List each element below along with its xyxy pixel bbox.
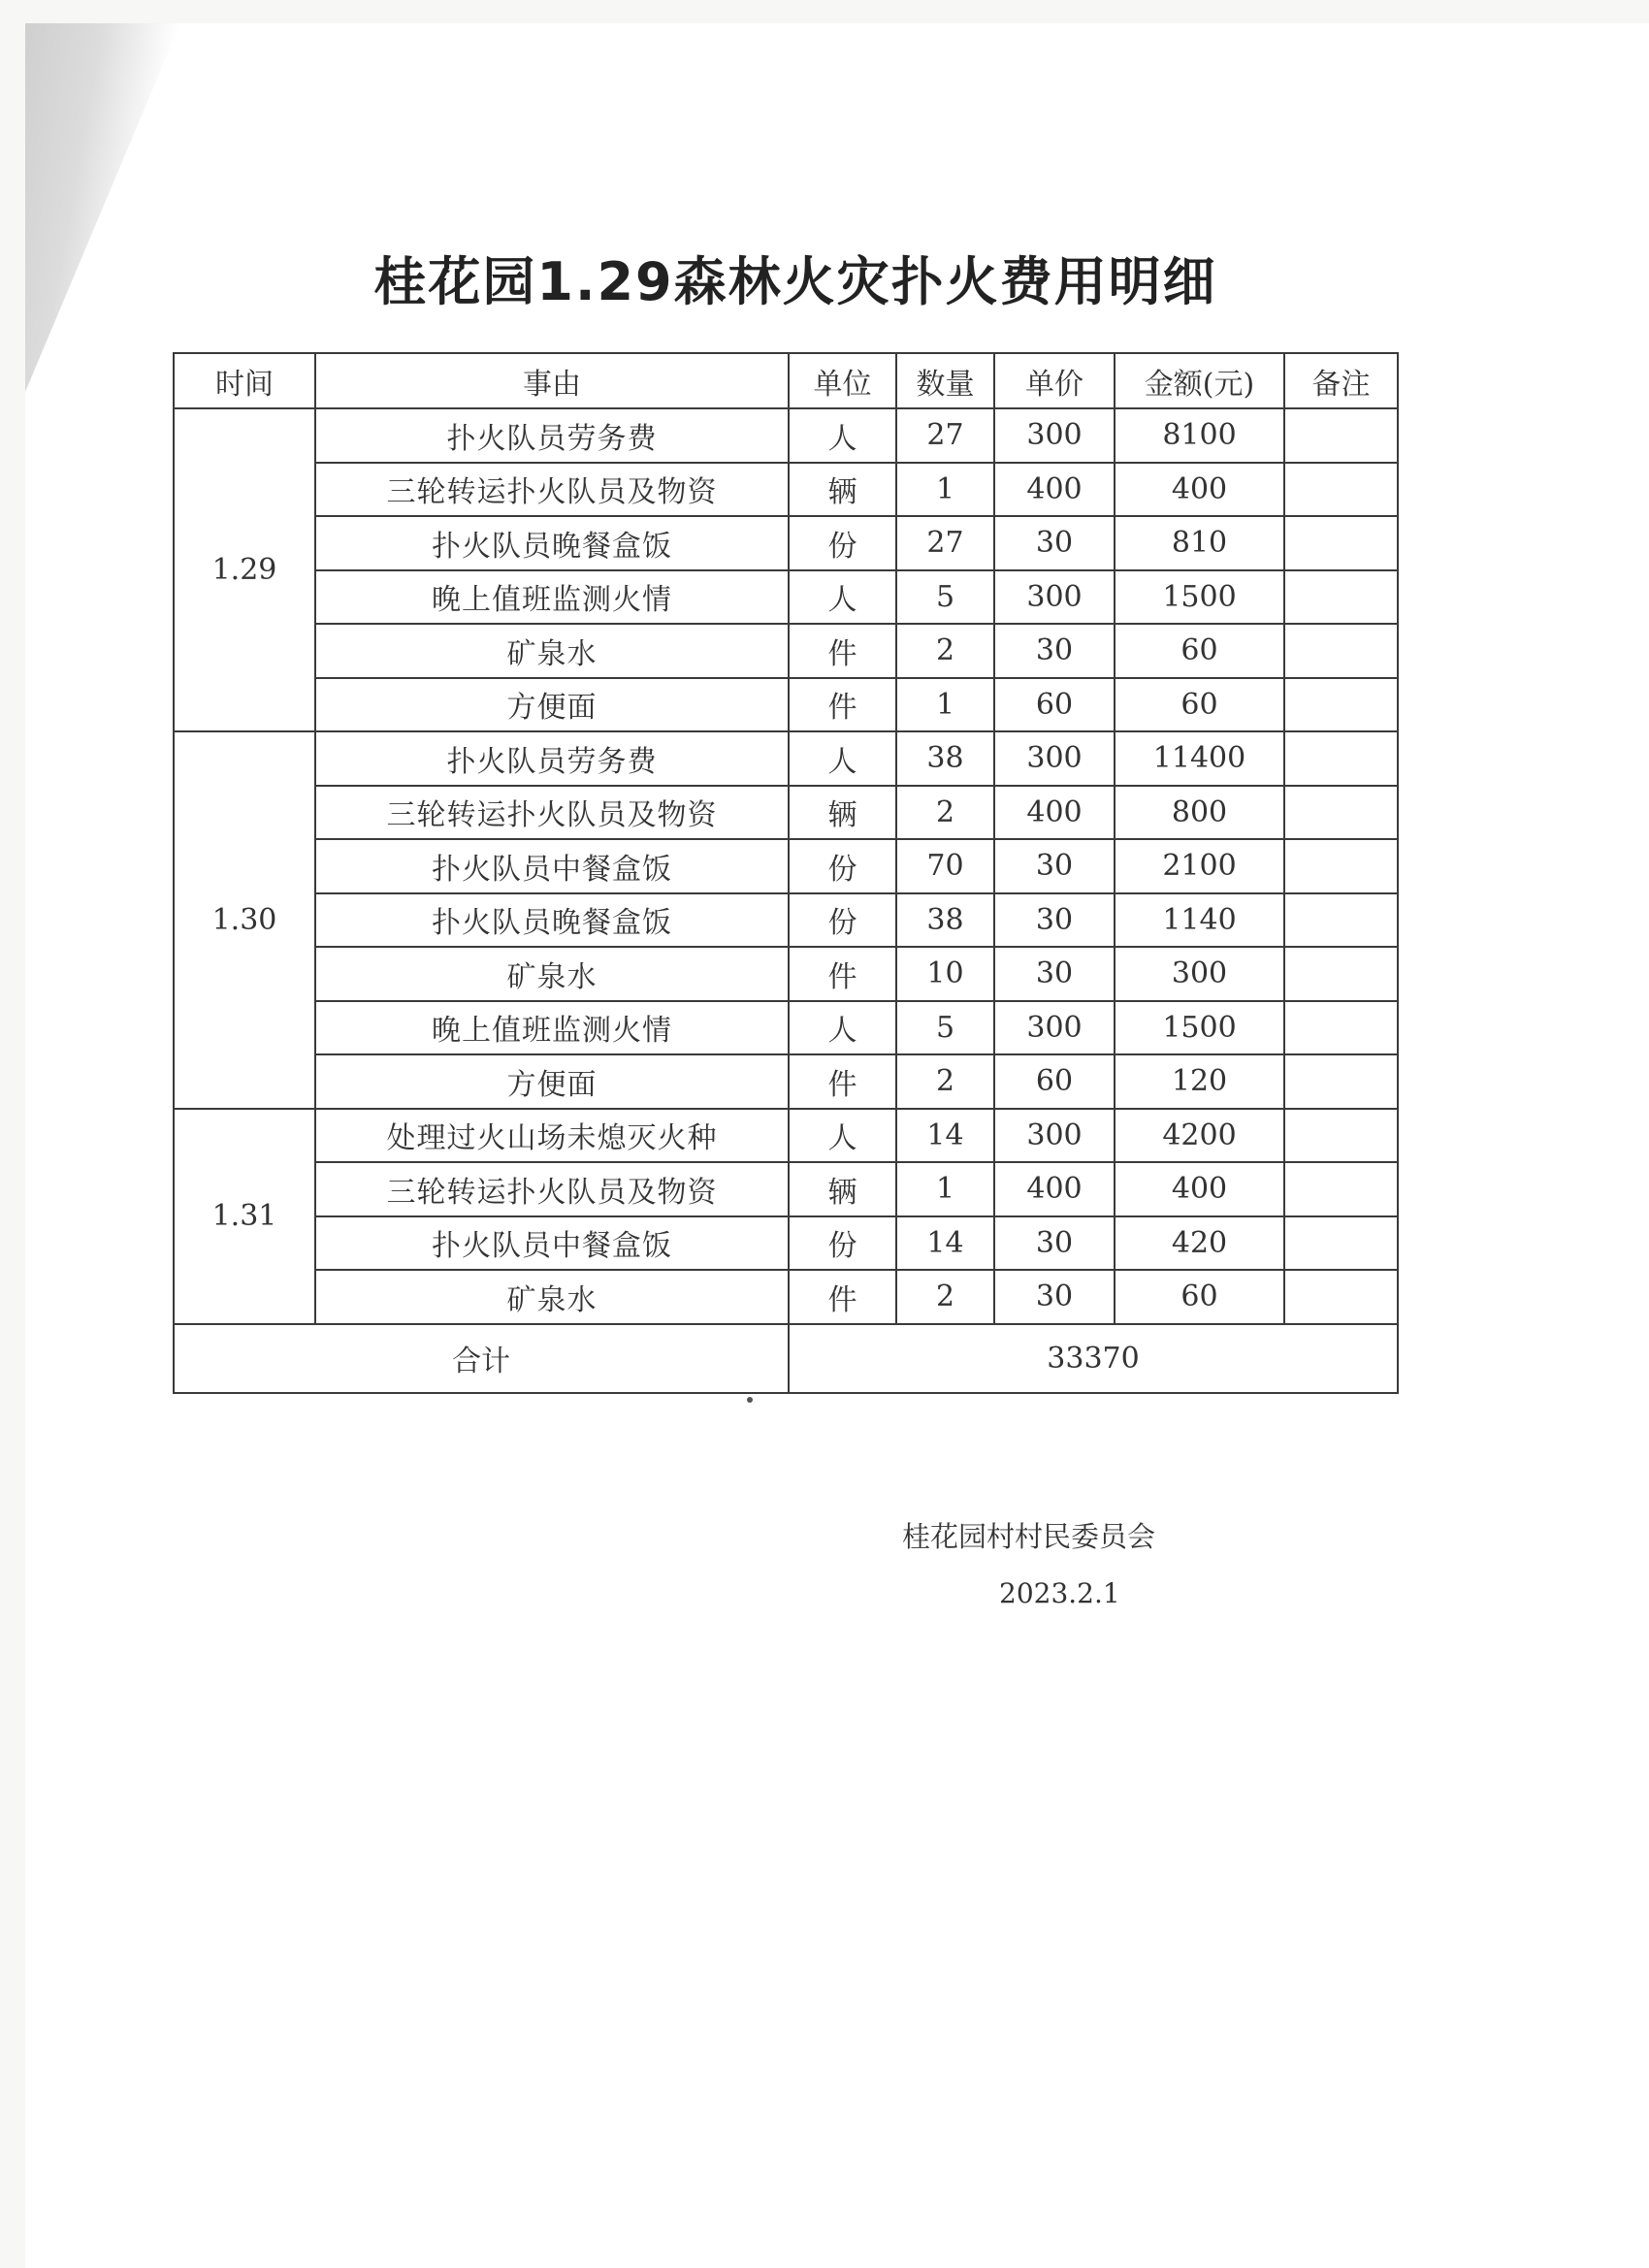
quantity-cell: 2 (896, 1270, 994, 1324)
remark-cell (1284, 786, 1398, 840)
table-row (174, 1216, 1398, 1271)
unit-cell: 件 (789, 678, 896, 732)
unit-price-cell: 30 (994, 516, 1115, 570)
reason-cell: 扑火队员劳务费 (315, 731, 789, 786)
table-row (174, 570, 1398, 625)
reason-cell: 晚上值班监测火情 (315, 1001, 789, 1055)
table-header-row (174, 353, 1398, 408)
reason-cell: 三轮转运扑火队员及物资 (315, 786, 789, 840)
quantity-cell: 1 (896, 463, 994, 517)
remark-cell (1284, 839, 1398, 893)
date-cell: 1.30 (174, 731, 315, 1109)
quantity-cell: 38 (896, 893, 994, 948)
unit-price-cell: 400 (994, 463, 1115, 517)
table-row (174, 786, 1398, 840)
unit-price-cell: 30 (994, 839, 1115, 893)
quantity-cell: 5 (896, 570, 994, 625)
reason-cell: 方便面 (315, 678, 789, 732)
header-reason: 事由 (315, 353, 789, 408)
table-row (174, 516, 1398, 570)
amount-cell: 1500 (1115, 570, 1284, 625)
amount-cell: 300 (1115, 947, 1284, 1001)
quantity-cell: 2 (896, 1054, 994, 1109)
amount-cell: 60 (1115, 1270, 1284, 1324)
quantity-cell: 1 (896, 678, 994, 732)
document-title: 桂花园1.29森林火灾扑火费用明细 (373, 251, 1217, 312)
unit-cell: 份 (789, 893, 896, 948)
remark-cell (1284, 463, 1398, 517)
header-unit: 单位 (789, 353, 896, 408)
unit-cell: 件 (789, 624, 896, 678)
unit-price-cell: 60 (994, 1054, 1115, 1109)
quantity-cell: 27 (896, 408, 994, 463)
amount-cell: 800 (1115, 786, 1284, 840)
header-amount: 金额(元) (1115, 353, 1284, 408)
reason-cell: 方便面 (315, 1054, 789, 1109)
reason-cell: 扑火队员晚餐盒饭 (315, 893, 789, 948)
quantity-cell: 38 (896, 731, 994, 786)
header-time: 时间 (174, 353, 315, 408)
amount-cell: 420 (1115, 1216, 1284, 1271)
unit-cell: 份 (789, 1216, 896, 1271)
remark-cell (1284, 731, 1398, 786)
remark-cell (1284, 1109, 1398, 1163)
unit-price-cell: 300 (994, 408, 1115, 463)
unit-price-cell: 30 (994, 624, 1115, 678)
amount-cell: 2100 (1115, 839, 1284, 893)
remark-cell (1284, 1001, 1398, 1055)
table-body (174, 408, 1398, 1324)
unit-price-cell: 60 (994, 678, 1115, 732)
unit-price-cell: 300 (994, 1109, 1115, 1163)
unit-price-cell: 30 (994, 1216, 1115, 1271)
unit-price-cell: 300 (994, 1001, 1115, 1055)
unit-price-cell: 400 (994, 786, 1115, 840)
total-label: 合计 (174, 1324, 789, 1393)
quantity-cell: 10 (896, 947, 994, 1001)
table-row (174, 678, 1398, 732)
date-cell: 1.29 (174, 408, 315, 731)
amount-cell: 8100 (1115, 408, 1284, 463)
quantity-cell: 14 (896, 1109, 994, 1163)
quantity-cell: 2 (896, 786, 994, 840)
unit-cell: 人 (789, 731, 896, 786)
amount-cell: 11400 (1115, 731, 1284, 786)
amount-cell: 4200 (1115, 1109, 1284, 1163)
unit-cell: 辆 (789, 463, 896, 517)
remark-cell (1284, 516, 1398, 570)
remark-cell (1284, 1216, 1398, 1271)
table-row (174, 1054, 1398, 1109)
table-row (174, 1109, 1398, 1163)
unit-price-cell: 30 (994, 1270, 1115, 1324)
quantity-cell: 1 (896, 1162, 994, 1216)
remark-cell (1284, 678, 1398, 732)
remark-cell (1284, 1054, 1398, 1109)
table-row (174, 1162, 1398, 1216)
remark-cell (1284, 947, 1398, 1001)
reason-cell: 晚上值班监测火情 (315, 570, 789, 625)
quantity-cell: 27 (896, 516, 994, 570)
unit-cell: 件 (789, 1054, 896, 1109)
reason-cell: 矿泉水 (315, 947, 789, 1001)
amount-cell: 1500 (1115, 1001, 1284, 1055)
footer-date: 2023.2.1 (999, 1577, 1120, 1609)
remark-cell (1284, 1162, 1398, 1216)
reason-cell: 矿泉水 (315, 1270, 789, 1324)
unit-cell: 人 (789, 1001, 896, 1055)
reason-cell: 扑火队员晚餐盒饭 (315, 516, 789, 570)
quantity-cell: 14 (896, 1216, 994, 1271)
unit-cell: 人 (789, 570, 896, 625)
remark-cell (1284, 1270, 1398, 1324)
expense-table (173, 352, 1399, 1394)
table-row (174, 731, 1398, 786)
unit-cell: 辆 (789, 786, 896, 840)
unit-price-cell: 400 (994, 1162, 1115, 1216)
header-unit-price: 单价 (994, 353, 1115, 408)
unit-price-cell: 30 (994, 947, 1115, 1001)
reason-cell: 矿泉水 (315, 624, 789, 678)
unit-cell: 辆 (789, 1162, 896, 1216)
header-remark: 备注 (1284, 353, 1398, 408)
unit-cell: 件 (789, 947, 896, 1001)
amount-cell: 400 (1115, 1162, 1284, 1216)
unit-cell: 件 (789, 1270, 896, 1324)
unit-price-cell: 300 (994, 570, 1115, 625)
table-row (174, 947, 1398, 1001)
reason-cell: 三轮转运扑火队员及物资 (315, 463, 789, 517)
unit-price-cell: 300 (994, 731, 1115, 786)
reason-cell: 三轮转运扑火队员及物资 (315, 1162, 789, 1216)
amount-cell: 60 (1115, 678, 1284, 732)
reason-cell: 扑火队员中餐盒饭 (315, 839, 789, 893)
unit-cell: 份 (789, 516, 896, 570)
quantity-cell: 2 (896, 624, 994, 678)
amount-cell: 120 (1115, 1054, 1284, 1109)
table-row (174, 893, 1398, 948)
date-cell: 1.31 (174, 1109, 315, 1324)
amount-cell: 810 (1115, 516, 1284, 570)
amount-cell: 1140 (1115, 893, 1284, 948)
remark-cell (1284, 893, 1398, 948)
amount-cell: 400 (1115, 463, 1284, 517)
unit-cell: 人 (789, 1109, 896, 1163)
table-row (174, 408, 1398, 463)
total-value: 33370 (789, 1324, 1398, 1393)
quantity-cell: 5 (896, 1001, 994, 1055)
unit-price-cell: 30 (994, 893, 1115, 948)
table-row (174, 1001, 1398, 1055)
scan-speck (747, 1397, 753, 1403)
table-row (174, 839, 1398, 893)
unit-cell: 份 (789, 839, 896, 893)
amount-cell: 60 (1115, 624, 1284, 678)
total-row (174, 1324, 1398, 1393)
remark-cell (1284, 570, 1398, 625)
footer-organization: 桂花园村村民委员会 (902, 1520, 1156, 1553)
header-quantity: 数量 (896, 353, 994, 408)
reason-cell: 扑火队员劳务费 (315, 408, 789, 463)
remark-cell (1284, 408, 1398, 463)
table-row (174, 463, 1398, 517)
reason-cell: 扑火队员中餐盒饭 (315, 1216, 789, 1271)
table-row (174, 1270, 1398, 1324)
quantity-cell: 70 (896, 839, 994, 893)
unit-cell: 人 (789, 408, 896, 463)
table-row (174, 624, 1398, 678)
reason-cell: 处理过火山场未熄灭火种 (315, 1109, 789, 1163)
remark-cell (1284, 624, 1398, 678)
